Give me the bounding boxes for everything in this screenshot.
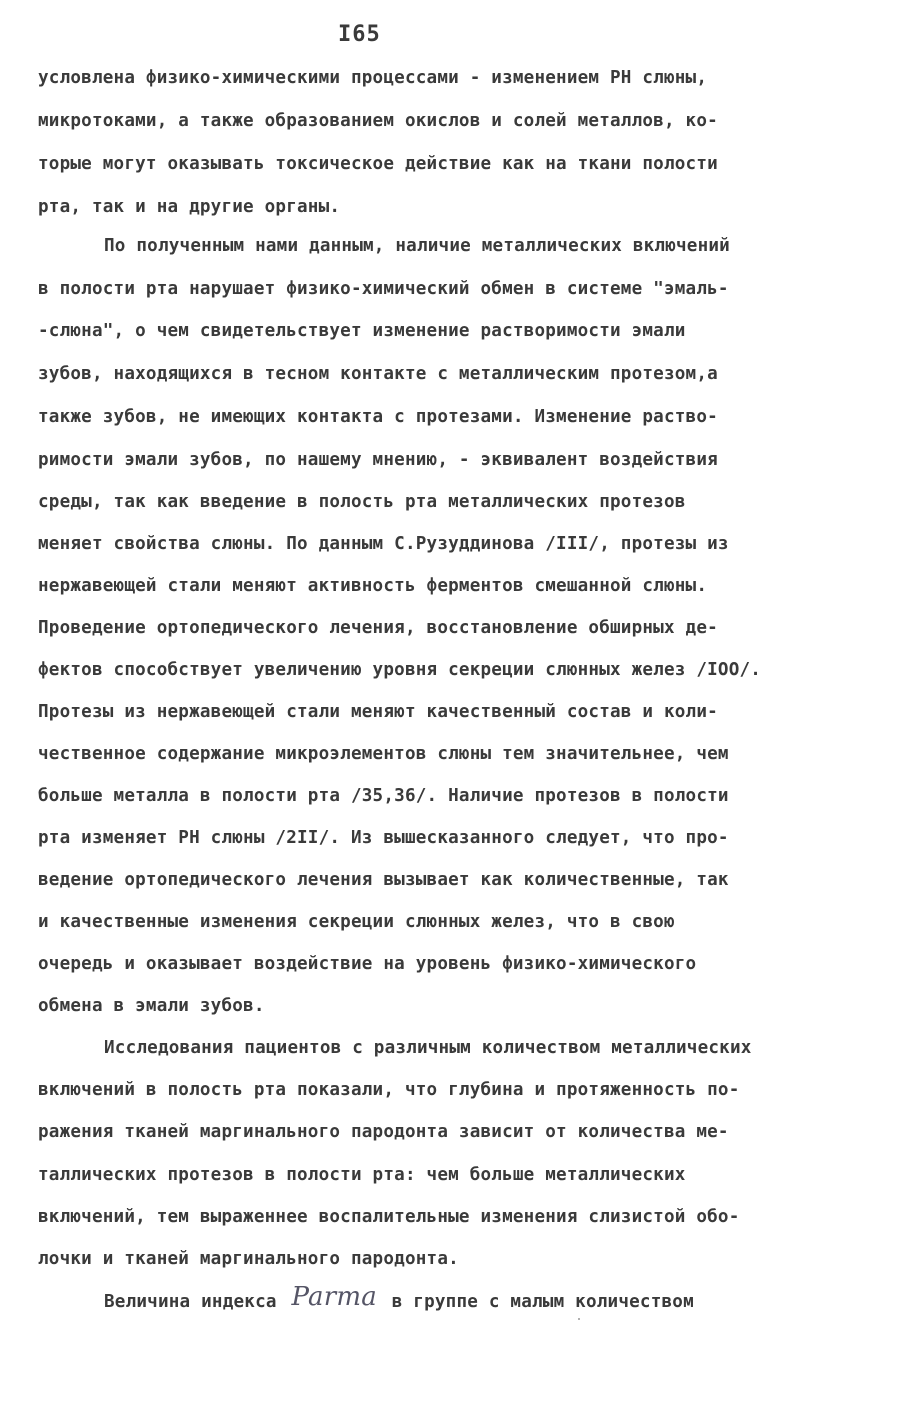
text-line: обмена в эмали зубов. [38,996,265,1016]
paragraph-first-line [104,1282,694,1314]
text-line: очередь и оказывает воздействие на уровень физико-химического [38,954,697,974]
text-line: лочки и тканей маргинального пародонта. [38,1249,459,1269]
text-line: включений в полость рта показали, что глубина и протяженность по- [38,1080,740,1100]
text-line: рта, так и на другие органы. [38,197,341,217]
text-line: и качественные изменения секреции слюнных желез, что в свою [38,912,675,932]
text-line: Протезы из нержавеющей стали меняют качественный состав и коли- [38,702,718,722]
text-line: меняет свойства слюны. По данным С.Рузуддинова /III/, протезы из [38,534,729,554]
page-number: I65 [338,22,381,47]
text-line: зубов, находящихся в тесном контакте с металлическим протезом,а [38,364,718,384]
paragraph-first-line: Исследования пациентов с различным количеством металлических [104,1038,752,1058]
paragraph-first-line: По полученным нами данным, наличие металлических включений [104,236,730,256]
text-line: больше металла в полости рта /35,36/. Наличие протезов в полости [38,786,729,806]
text-line: также зубов, не имеющих контакта с протезами. Изменение раство- [38,407,718,427]
text-line: рта изменяет РН слюны /2II/. Из вышесказанного следует, что про- [38,828,729,848]
text-line: Проведение ортопедического лечения, восстановление обширных де- [38,618,718,638]
text-line: нержавеющей стали меняют активность ферментов смешанной слюны. [38,576,708,596]
text-line: ражения тканей маргинального пародонта зависит от количества ме- [38,1122,729,1142]
text-line: ведение ортопедического лечения вызывает как количественные, так [38,870,729,890]
text-line: фектов способствует увеличению уровня секреции слюнных желез /IОО/. [38,660,762,680]
text-line: включений, тем выраженнее воспалительные изменения слизистой обо- [38,1207,740,1227]
handwritten-index-name: Parma [291,1282,377,1312]
last-line-before: Величина индекса [104,1292,277,1312]
text-line: микротоками, а также образованием окислов и солей металлов, ко- [38,111,718,131]
text-line: таллических протезов в полости рта: чем больше металлических [38,1165,686,1185]
text-line: условлена физико-химическими процессами - изменением РН слюны, [38,68,708,88]
text-line: в полости рта нарушает физико-химический обмен в системе "эмаль- [38,279,729,299]
text-line: чественное содержание микроэлементов слюны тем значительнее, чем [38,744,729,764]
text-line: торые могут оказывать токсическое действие как на ткани полости [38,154,718,174]
text-line: среды, так как введение в полость рта металлических протезов [38,492,686,512]
scan-speck [578,1318,580,1320]
last-line-after: в группе с малым количеством [391,1292,694,1312]
text-line: римости эмали зубов, по нашему мнению, - эквивалент воздействия [38,450,718,470]
text-line: -слюна", о чем свидетельствует изменение растворимости эмали [38,321,686,341]
